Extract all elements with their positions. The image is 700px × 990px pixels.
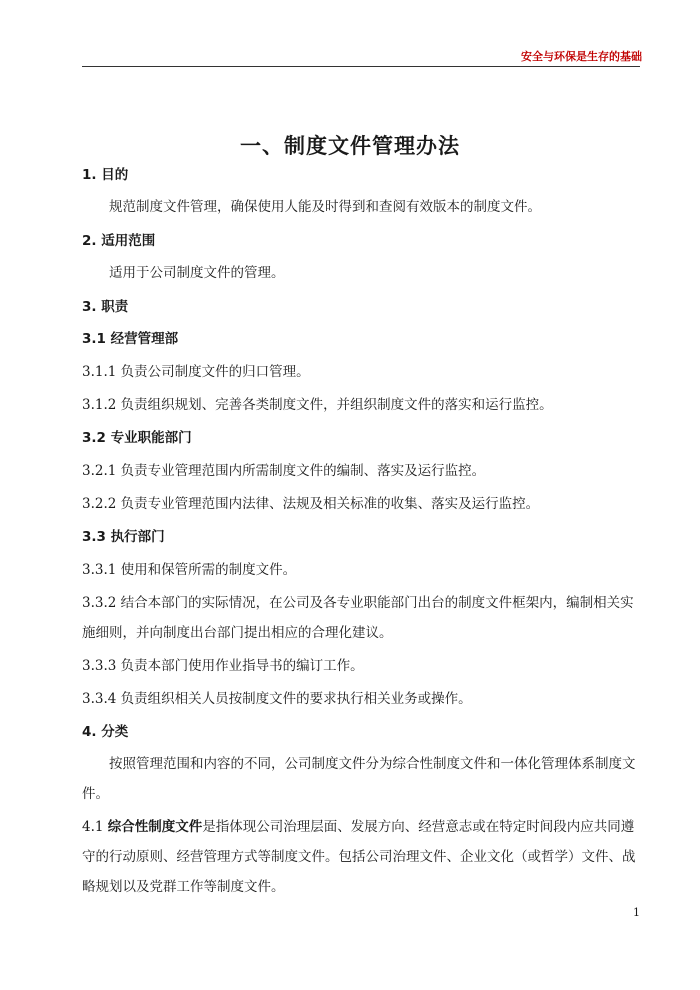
section-3-3-2: 3.3.2 结合本部门的实际情况，在公司及各专业职能部门出台的制度文件框架内，编制相关实施细则，并向制度出台部门提出相应的合理化建议。 xyxy=(82,595,634,641)
section-3-3-heading: 3.3 执行部门 xyxy=(82,529,165,545)
section-4-1-term: 综合性制度文件 xyxy=(107,819,203,835)
header-slogan: 安全与环保是生存的基础 xyxy=(521,50,642,63)
section-3-2-1: 3.2.1 负责专业管理范围内所需制度文件的编制、落实及运行监控。 xyxy=(82,463,486,479)
section-3-3-4: 3.3.4 负责组织相关人员按制度文件的要求执行相关业务或操作。 xyxy=(82,691,472,707)
section-2-body: 适用于公司制度文件的管理。 xyxy=(109,265,285,281)
section-3-3-1: 3.3.1 使用和保管所需的制度文件。 xyxy=(82,562,297,578)
section-4-1-body: 是指体现公司治理层面、发展方向、经营意志或在特定时间段内应共同遵守的行动原则、经营管理方式等制度文件。包括公司治理文件、企业文化（或哲学）文件、战略规划以及党群工作等制度文件。 xyxy=(82,819,636,895)
header-divider xyxy=(82,66,640,67)
page-number: 1 xyxy=(633,906,640,919)
section-4-1-number: 4.1 xyxy=(82,819,108,835)
section-4-heading: 4. 分类 xyxy=(82,724,129,740)
section-3-1-2: 3.1.2 负责组织规划、完善各类制度文件，并组织制度文件的落实和运行监控。 xyxy=(82,397,553,413)
section-3-1-1: 3.1.1 负责公司制度文件的归口管理。 xyxy=(82,364,310,380)
section-2-heading: 2. 适用范围 xyxy=(82,233,156,249)
section-3-3-3: 3.3.3 负责本部门使用作业指导书的编订工作。 xyxy=(82,658,364,674)
section-1-heading: 1. 目的 xyxy=(82,167,129,183)
section-3-1-heading: 3.1 经营管理部 xyxy=(82,331,179,347)
section-3-2-heading: 3.2 专业职能部门 xyxy=(82,430,192,446)
section-4-1 xyxy=(82,812,640,902)
section-1-body: 规范制度文件管理，确保使用人能及时得到和查阅有效版本的制度文件。 xyxy=(109,199,541,215)
document-title: 一、制度文件管理办法 xyxy=(240,134,460,159)
section-3-2-2: 3.2.2 负责专业管理范围内法律、法规及相关标准的收集、落实及运行监控。 xyxy=(82,496,540,512)
section-4-body: 按照管理范围和内容的不同，公司制度文件分为综合性制度文件和一体化管理体系制度文件。 xyxy=(82,756,636,802)
document-body xyxy=(82,160,640,902)
section-3-heading: 3. 职责 xyxy=(82,299,129,315)
